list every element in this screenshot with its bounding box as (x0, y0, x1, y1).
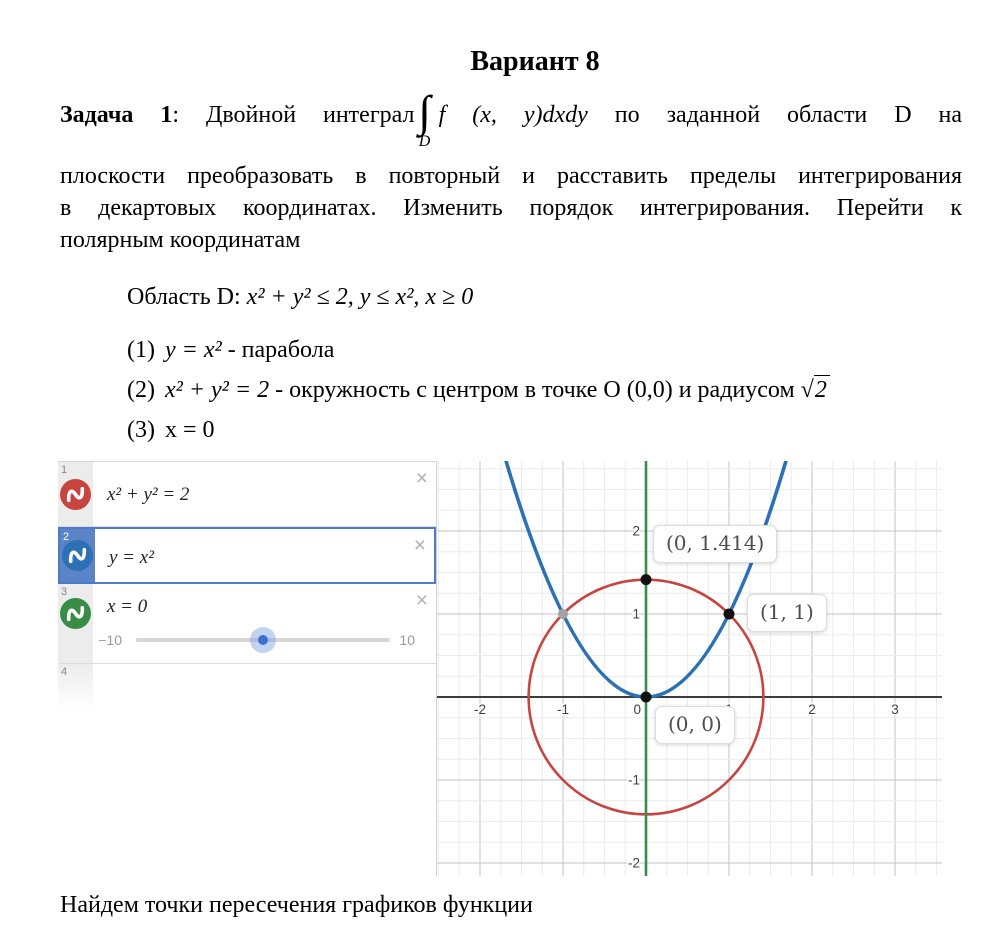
expression-math-input[interactable]: x = 0 (107, 596, 148, 617)
desmos-wave-icon[interactable] (62, 540, 93, 576)
axis-tick-label: 0 (633, 702, 641, 717)
region-math: x² + y² ≤ 2, y ≤ x², x ≥ 0 (246, 284, 474, 310)
axis-tick-label: -2 (627, 855, 640, 871)
task-intro: : Двойной интеграл (172, 102, 415, 128)
row-number: 4 (61, 666, 68, 678)
axis-tick-label: -2 (473, 702, 487, 717)
task-paragraph-line4: полярным координатам (60, 227, 301, 253)
point-label-tooltip: (0, 1.414) (653, 525, 777, 563)
axis-tick-label: 3 (891, 702, 899, 717)
task-line1-tail: по заданной области D на (614, 102, 963, 128)
delete-expression-button[interactable]: × (415, 467, 428, 490)
expression-row[interactable] (58, 584, 436, 664)
list-item-2: (2) x² + y² = 2 - окружность с центром в точке О (0,0) и радиусом √2 (60, 374, 962, 406)
expression-math-input[interactable]: x² + y² = 2 (107, 484, 190, 505)
sqrt-radical: √2 (801, 375, 830, 403)
slider-row (58, 628, 436, 658)
page-title: Вариант 8 (470, 46, 600, 77)
axis-tick-label: -1 (627, 772, 640, 788)
intersection-point[interactable] (558, 609, 568, 619)
row-number: 1 (61, 464, 68, 476)
point-label-tooltip: (0, 0) (655, 706, 735, 744)
list-item-3: (3) x = 0 (127, 417, 215, 443)
intersection-point[interactable] (641, 692, 652, 703)
expression-row[interactable] (58, 527, 436, 584)
row-number: 2 (63, 531, 70, 543)
slider-min-label[interactable]: −10 (98, 632, 122, 648)
desmos-wave-icon[interactable] (60, 479, 91, 515)
intersection-point[interactable] (641, 574, 652, 585)
slider-handle[interactable] (250, 627, 276, 653)
list-item-1: (1) y = x² - парабола (127, 337, 335, 363)
delete-expression-button[interactable]: × (415, 589, 428, 612)
expression-row[interactable] (58, 462, 436, 527)
axis-tick-label: 2 (632, 523, 640, 539)
intersection-point[interactable] (724, 609, 735, 620)
footer-text: Найдем точки пересечения графиков функции (60, 892, 533, 918)
integral-expression: f (x, y)dxdy (438, 102, 588, 128)
expression-list-panel (58, 461, 437, 876)
axis-tick-label: 1 (632, 606, 640, 622)
task-label: Задача 1 (60, 102, 173, 128)
expression-row-empty[interactable] (58, 664, 93, 710)
expression-gutter (60, 529, 95, 582)
expression-gutter (58, 462, 93, 526)
slider-max-label[interactable]: 10 (399, 632, 415, 648)
region-label: Область D: (127, 284, 241, 310)
double-integral-symbol: ∫∫ D (418, 87, 431, 150)
delete-expression-button[interactable]: × (413, 534, 426, 557)
task-paragraph-line2: плоскости преобразовать в повторный и расставить пределы интегрирования (60, 163, 962, 189)
point-label-tooltip: (1, 1) (747, 594, 827, 632)
row-number: 3 (61, 586, 68, 598)
graph-svg[interactable] (437, 461, 942, 876)
graph-canvas[interactable] (437, 461, 942, 876)
region-definition (60, 281, 962, 313)
task-paragraph-line3: в декартовых координатах. Изменить порядок интегрирования. Перейти к (60, 195, 962, 221)
slider-track[interactable] (136, 638, 390, 642)
axis-tick-label: -1 (556, 702, 570, 717)
axis-tick-label: 2 (808, 702, 816, 717)
desmos-screenshot (58, 461, 942, 876)
expression-math-input[interactable]: y = x² (109, 547, 154, 568)
